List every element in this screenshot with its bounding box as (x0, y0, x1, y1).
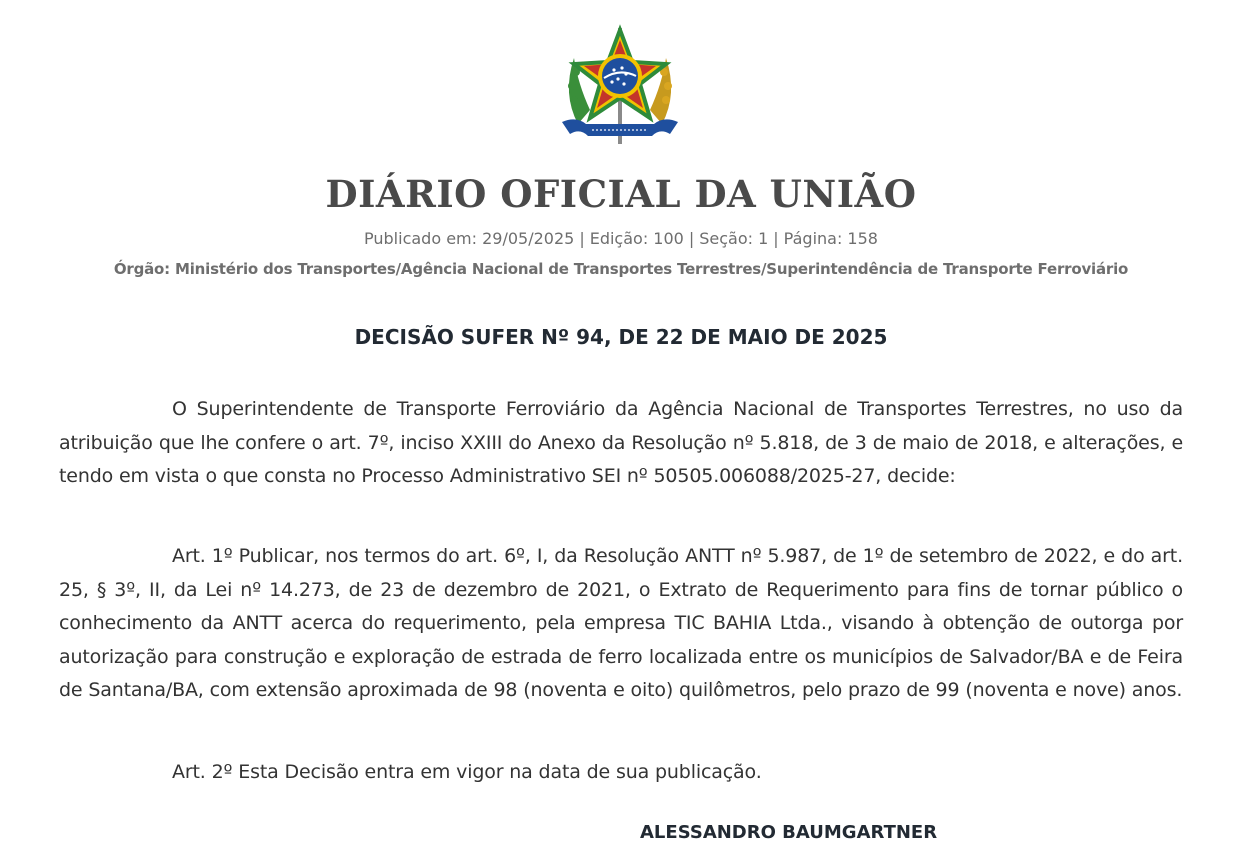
published-date: Publicado em: 29/05/2025 (364, 229, 575, 248)
brazil-coat-of-arms-icon (556, 24, 684, 148)
decision-title: DECISÃO SUFER Nº 94, DE 22 DE MAIO DE 2025 (354, 325, 888, 349)
publication-info: Publicado em: 29/05/2025 | Edição: 100 | Seção: 1 | Página: 158 (364, 229, 878, 248)
edition-number: Edição: 100 (589, 229, 684, 248)
orgao-value: Ministério dos Transportes/Agência Nacional de Transportes Terrestres/Superintendência de Transporte Ferroviário (174, 260, 1129, 278)
signature-name: ALESSANDRO BAUMGARTNER (640, 822, 938, 843)
paragraph-article-2: Art. 2º Esta Decisão entra em vigor na data de sua publicação. (172, 761, 762, 783)
orgao-line (0, 260, 1242, 278)
section-number: Seção: 1 (699, 229, 769, 248)
paragraph-article-1: Art. 1º Publicar, nos termos do art. 6º, I, da Resolução ANTT nº 5.987, de 1º de setembro de 2022, e do art. 25, § 3º, II, da Lei nº 14.273, de 23 de dezembro de 2021, o Extrato de Requerimento para fins de tornar público o conhecimento da ANTT acerca do requerimento, pela empresa TIC BAHIA Ltda., visando à obtenção de outorga por autorização para construção e exploração de estrada de ferro localizada entre os municípios de Salvador/BA e de Feira de Santana/BA, com extensão aproximada de 98 (noventa e oito) quilômetros, pelo prazo de 99 (noventa e nove) anos. (59, 545, 1183, 701)
orgao-label: Órgão: (113, 260, 170, 278)
paragraph-preamble: O Superintendente de Transporte Ferroviário da Agência Nacional de Transportes Terrestres, no uso da atribuição que lhe confere o art. 7º, inciso XXIII do Anexo da Resolução nº 5.818, de 3 de maio de 2018, e alterações, e tendo em vista o que consta no Processo Administrativo SEI nº 50505.006088/2025-27, decide: (59, 398, 1183, 487)
page-number: Página: 158 (783, 229, 878, 248)
page-title: DIÁRIO OFICIAL DA UNIÃO (325, 172, 917, 216)
